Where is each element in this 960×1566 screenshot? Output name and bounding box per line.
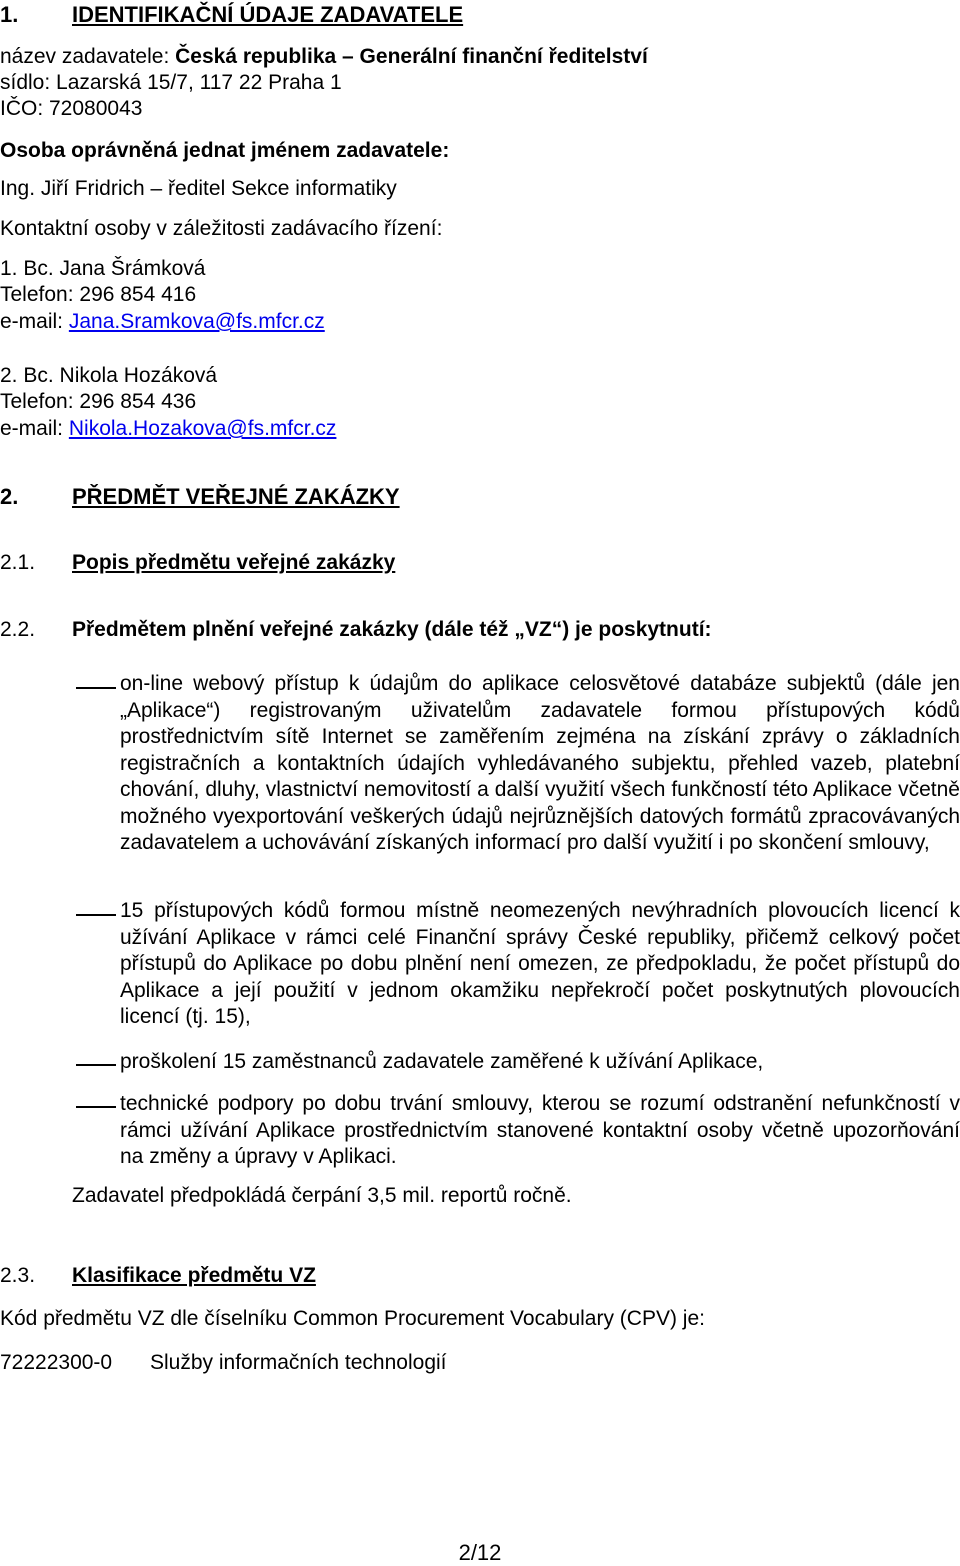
subsection-2-1-number: 2.1. — [0, 551, 36, 574]
authorized-person: Ing. Jiří Fridrich – ředitel Sekce informatiky — [0, 177, 397, 200]
contact-2-email-line — [0, 417, 336, 441]
email-label: e-mail: — [0, 417, 69, 440]
list-dash — [76, 1106, 116, 1108]
contact-2-name: 2. Bc. Nikola Hozáková — [0, 364, 218, 387]
section-2-number: 2. — [0, 484, 19, 509]
contacts-heading: Kontaktní osoby v záležitosti zadávacího řízení: — [0, 217, 443, 240]
contracting-authority-name — [0, 45, 648, 69]
cpv-code: 72222300-0 — [0, 1351, 113, 1374]
section-1-number: 1. — [0, 2, 19, 27]
name-label: název zadavatele: — [0, 45, 176, 68]
contact-1-email-line — [0, 310, 325, 334]
name-value: Česká republika – Generální finanční ředitelství — [175, 45, 648, 68]
list-item: on-line webový přístup k údajům do aplikace celosvětové databáze subjektů (dále jen „Aplikace“) registrovaným uživatelům zadavatele formou přístupových kódů prostřednictvím sítě Internet se zaměřením zejména na získání zprávy o základních registračních a kontaktních údajích vyhledávaného subjektu, přehled vazeb, platební chování, dluhy, vlastnictví nemovitostí a další využití všech funkčností této Aplikace včetně možného vyexportování veškerých údajů nejrůznějších datových formátů zpracovávaných zadavatelem a uchovávání získaných informací pro další využití i po skončení smlouvy, — [120, 672, 960, 854]
section-2-title: PŘEDMĚT VEŘEJNÉ ZAKÁZKY — [72, 484, 400, 509]
contact-1-email-link[interactable]: Jana.Sramkova@fs.mfcr.cz — [68, 310, 325, 333]
subsection-2-1-title: Popis předmětu veřejné zakázky — [72, 551, 396, 574]
contact-1-name: 1. Bc. Jana Šrámková — [0, 257, 206, 280]
email-label: e-mail: — [0, 310, 69, 333]
contact-2-email-link[interactable]: Nikola.Hozakova@fs.mfcr.cz — [68, 417, 337, 440]
list-dash — [76, 1064, 116, 1066]
subsection-2-2-number: 2.2. — [0, 618, 36, 641]
subsection-2-3-number: 2.3. — [0, 1264, 36, 1287]
section-1-title: IDENTIFIKAČNÍ ÚDAJE ZADAVATELE — [72, 2, 464, 27]
list-dash — [76, 914, 116, 916]
contact-1-phone: Telefon: 296 854 416 — [0, 283, 197, 306]
cpv-description: Služby informačních technologií — [150, 1351, 447, 1374]
page-number-text: 2/12 — [458, 1540, 502, 1565]
subsection-2-3-title: Klasifikace předmětu VZ — [72, 1264, 316, 1287]
authorized-heading: Osoba oprávněná jednat jménem zadavatele: — [0, 139, 450, 162]
page-number — [0, 1540, 960, 1566]
list-item: proškolení 15 zaměstnanců zadavatele zaměřené k užívání Aplikace, — [120, 1050, 764, 1073]
ico: IČO: 72080043 — [0, 97, 143, 120]
seat: sídlo: Lazarská 15/7, 117 22 Praha 1 — [0, 71, 342, 94]
contact-2-phone: Telefon: 296 854 436 — [0, 390, 197, 413]
subsection-2-2-title: Předmětem plnění veřejné zakázky (dále též „VZ“) je poskytnutí: — [72, 618, 712, 641]
list-dash — [76, 687, 116, 689]
list-item: 15 přístupových kódů formou místně neomezených nevýhradních plovoucích licencí k užívání Aplikace v rámci celé Finanční správy České republiky, přičemž celkový počet přístupů do Aplikace po dobu plnění není omezen, ze předpokladu, že počet přístupů do Aplikace a její použití v jednom okamžiku nepřekročí počet poskytnutých plovoucích licencí (tj. 15), — [120, 899, 960, 1028]
list-item: technické podpory po dobu trvání smlouvy, kterou se rozumí odstranění nefunkčností v rámci užívání Aplikace prostřednictvím stanovené kontaktní osoby včetně upozorňování na změny a úpravy v Aplikaci. — [120, 1092, 960, 1168]
reports-note: Zadavatel předpokládá čerpání 3,5 mil. reportů ročně. — [72, 1184, 572, 1207]
cpv-text: Kód předmětu VZ dle číselníku Common Procurement Vocabulary (CPV) je: — [0, 1307, 705, 1330]
